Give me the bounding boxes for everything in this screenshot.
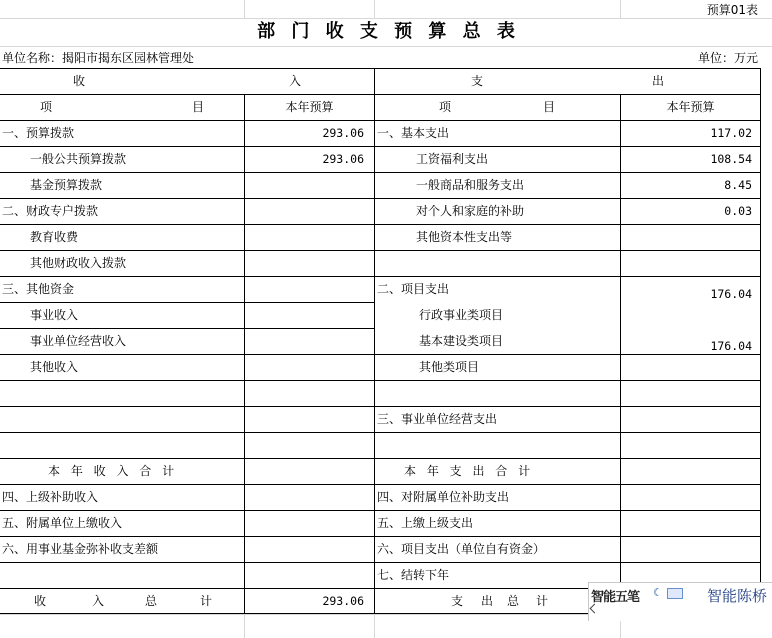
gridline <box>620 0 621 18</box>
table-border <box>0 484 761 485</box>
table-border <box>244 94 245 613</box>
income-total-label: 入 <box>92 594 105 608</box>
gridline <box>244 0 245 18</box>
table-border <box>0 406 761 407</box>
expense-item: 工资福利支出 <box>416 152 489 166</box>
expense-section-header: 支 <box>471 74 484 88</box>
income-subtotal-label: 本 年 收 入 合 计 <box>48 464 175 478</box>
page-title: 部 门 收 支 预 算 总 表 <box>257 21 515 42</box>
col-item-header: 目 <box>543 100 556 114</box>
table-border <box>0 276 761 277</box>
table-border <box>0 510 761 511</box>
income-item: 一、预算拨款 <box>2 126 75 140</box>
col-budget-header: 本年预算 <box>285 100 334 114</box>
table-border <box>0 536 761 537</box>
table-border <box>620 94 621 613</box>
keyboard-icon[interactable] <box>667 588 683 599</box>
income-value: 293.06 <box>322 126 364 140</box>
expense-item: 行政事业类项目 <box>419 308 504 322</box>
income-item: 六、用事业基金弥补收支差额 <box>2 542 159 556</box>
expense-value: 0.03 <box>724 204 752 218</box>
income-total-value: 293.06 <box>322 594 364 608</box>
table-border <box>0 432 761 433</box>
col-item-header: 项 <box>439 100 452 114</box>
income-value: 293.06 <box>322 152 364 166</box>
income-item: 事业单位经营收入 <box>30 334 127 348</box>
unit-name: 单位名称：揭阳市揭东区园林管理处 <box>2 51 195 65</box>
table-border <box>0 380 761 381</box>
expense-value: 8.45 <box>724 178 752 192</box>
table-border <box>0 94 761 95</box>
expense-item: 对个人和家庭的补助 <box>416 204 525 218</box>
expense-total-label: 计 <box>536 594 549 608</box>
expense-value: 108.54 <box>710 152 752 166</box>
ime-logo: 智能五笔 <box>591 590 640 605</box>
gridline <box>0 18 772 19</box>
expense-item: 其他类项目 <box>419 360 480 374</box>
expense-value: 117.02 <box>710 126 752 140</box>
expense-total-label: 出 <box>481 594 494 608</box>
income-total-label: 计 <box>200 594 213 608</box>
table-border <box>374 68 375 613</box>
table-border <box>0 146 761 147</box>
col-item-header: 项 <box>40 100 53 114</box>
table-border <box>0 562 761 563</box>
expense-total-label: 总 <box>507 594 520 608</box>
table-border <box>0 198 761 199</box>
table-border <box>760 68 761 588</box>
gridline <box>0 46 772 47</box>
expense-item: 四、对附属单位补助支出 <box>377 490 510 504</box>
income-item: 其他财政收入拨款 <box>30 256 127 270</box>
income-item: 基金预算拨款 <box>30 178 103 192</box>
ime-toolbar[interactable] <box>588 582 772 621</box>
expense-item: 其他资本性支出等 <box>416 230 513 244</box>
table-border <box>0 120 761 121</box>
expense-item: 七、结转下年 <box>377 568 450 582</box>
col-budget-header: 本年预算 <box>666 100 715 114</box>
income-item: 四、上级补助收入 <box>2 490 99 504</box>
expense-value: 176.04 <box>710 339 752 353</box>
gridline <box>374 614 375 638</box>
expense-item: 一般商品和服务支出 <box>416 178 525 192</box>
income-total-label: 收 <box>34 594 47 608</box>
table-border <box>0 302 374 303</box>
table-border <box>0 613 588 614</box>
chevron-left-icon[interactable] <box>590 604 600 614</box>
expense-section-header: 出 <box>652 74 665 88</box>
income-item: 三、其他资金 <box>2 282 75 296</box>
expense-item: 六、项目支出（单位自有资金） <box>377 542 546 556</box>
gridline <box>244 614 245 638</box>
col-item-header: 目 <box>192 100 205 114</box>
form-code: 预算01表 <box>706 3 758 17</box>
expense-value: 176.04 <box>710 287 752 301</box>
income-item: 教育收费 <box>30 230 79 244</box>
expense-item: 二、项目支出 <box>377 282 450 296</box>
table-border <box>0 328 374 329</box>
table-border <box>0 68 761 69</box>
income-item: 五、附属单位上缴收入 <box>2 516 123 530</box>
expense-item: 三、事业单位经营支出 <box>377 412 498 426</box>
moon-icon[interactable]: ☾ <box>653 586 663 599</box>
expense-subtotal-label: 本 年 支 出 合 计 <box>404 464 531 478</box>
income-item: 事业收入 <box>30 308 79 322</box>
expense-total-label: 支 <box>451 594 464 608</box>
income-item: 二、财政专户拨款 <box>2 204 99 218</box>
income-item: 其他收入 <box>30 360 79 374</box>
table-border <box>0 224 761 225</box>
income-item: 一般公共预算拨款 <box>30 152 127 166</box>
table-border <box>0 354 761 355</box>
income-section-header: 收 <box>73 74 86 88</box>
expense-item: 一、基本支出 <box>377 126 450 140</box>
table-border <box>0 458 761 459</box>
income-total-label: 总 <box>145 594 158 608</box>
expense-item: 基本建设类项目 <box>419 334 504 348</box>
income-section-header: 入 <box>289 74 302 88</box>
currency-unit: 单位：万元 <box>697 51 758 65</box>
table-border <box>0 172 761 173</box>
expense-item: 五、上缴上级支出 <box>377 516 474 530</box>
table-border <box>0 250 761 251</box>
ime-text: 智能陈桥 <box>707 587 768 605</box>
gridline <box>374 0 375 18</box>
